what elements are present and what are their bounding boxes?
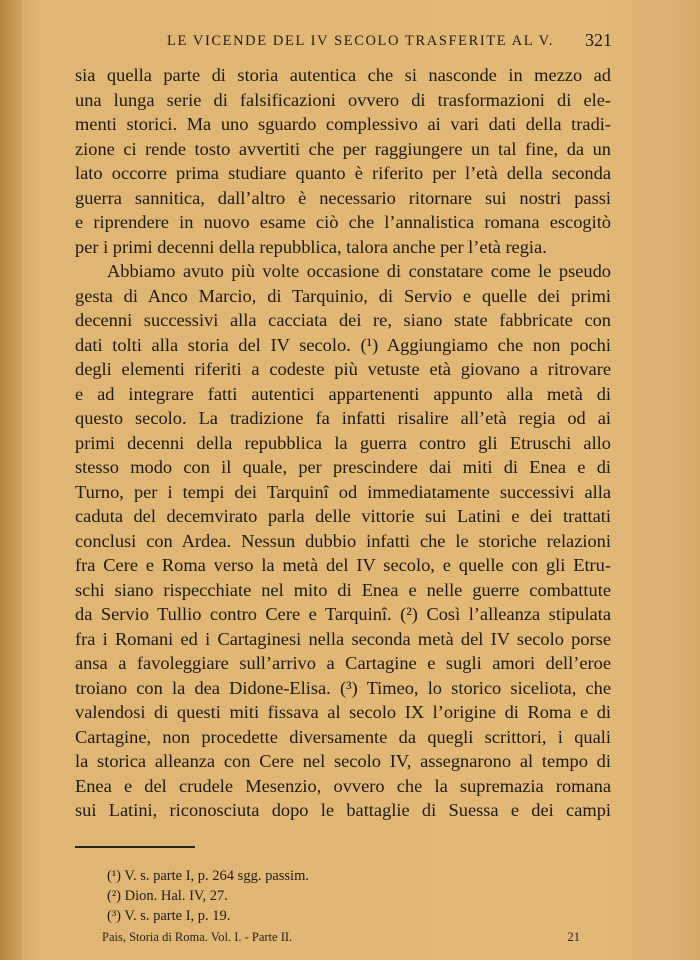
text-line: Turno, per i tempi dei Tarquinî od immediatamente successivi alla — [75, 481, 611, 502]
text-line: menti storici. Ma uno sguardo complessivo ai vari dati della tradi- — [75, 114, 611, 134]
footnote-2: (²) Dion. Hal. IV, 27. — [107, 888, 228, 904]
text-line: una lunga serie di falsificazioni ovvero di trasformazioni di ele- — [75, 89, 611, 110]
text-line: sui Latini, riconosciuta dopo le battaglie di Suessa e dei campi — [75, 800, 611, 820]
text-line: troiano con la dea Didone-Elisa. (³) Timeo, lo storico siceliota, che — [75, 677, 611, 698]
footnotes — [107, 866, 527, 926]
page-number: 321 — [585, 30, 612, 50]
text-line: fra i Romani ed i Cartaginesi nella seconda metà del IV secolo porse — [75, 628, 611, 649]
page-footer — [102, 930, 580, 950]
footnote-3: (³) V. s. parte I, p. 19. — [107, 908, 231, 924]
text-line: gesta di Anco Marcio, di Tarquinio, di Servio e quelle dei primi — [75, 285, 611, 306]
text-line: stesso modo con il quale, per prescindere dai miti di Enea e di — [75, 457, 611, 477]
footnote-1: (¹) V. s. parte I, p. 264 sgg. passim. — [107, 868, 309, 884]
text-line: questo secolo. La tradizione fa infatti risalire all’età regia od ai — [75, 408, 611, 428]
text-line: la storica alleanza con Cere nel secolo IV, assegnarono al tempo di — [75, 751, 611, 771]
text-line: guerra sannitica, dall’altro è necessario ritornare sui nostri passi — [75, 187, 611, 208]
text-line: degli elementi riferiti a codeste più vetuste età giovano a ritrovare — [75, 359, 611, 379]
page-spine-shadow — [0, 0, 22, 960]
text-line: decenni successivi alla cacciata dei re, siano state fabbricate con — [75, 310, 611, 330]
text-line: lato occorre prima studiare quanto è riferito per l’età della seconda — [75, 163, 611, 183]
text-line: ansa a favoleggiare sull’arrivo a Cartagine e sugli amori dell’eroe — [75, 653, 611, 673]
text-line: caduta del decemvirato parla delle vittorie sui Latini e dei trattati — [75, 506, 611, 526]
text-line: sia quella parte di storia autentica che si nasconde in mezzo ad — [75, 65, 611, 85]
text-line: per i primi decenni della repubblica, talora anche per l’età regia. — [75, 236, 547, 257]
footnote-divider — [75, 846, 195, 848]
text-line: valendosi di questi miti fissava al secolo IX l’origine di Roma e di — [75, 702, 611, 722]
text-line: Abbiamo avuto più volte occasione di constatare come le pseudo — [107, 261, 611, 281]
text-line: primi decenni della repubblica la guerra contro gli Etruschi allo — [75, 432, 611, 453]
text-line: schi siano rispecchiate nel mito di Enea e nelle guerre combattute — [75, 579, 611, 600]
text-line: Enea e del crudele Mesenzio, ovvero che la supremazia romana — [75, 775, 611, 796]
text-line: conclusi con Ardea. Nessun dubbio infatti che le storiche relazioni — [75, 530, 611, 551]
signature-mark: 21 — [567, 930, 580, 944]
imprint-line: Pais, Storia di Roma. Vol. I. - Parte II. — [102, 930, 293, 944]
text-line: Cartagine, non procedette diversamente da quegli scrittori, i quali — [75, 726, 611, 747]
text-line: e ad integrare fatti autentici appartenenti appunto alla metà di — [75, 383, 611, 404]
page-header — [75, 31, 615, 53]
text-line: fra Cere e Roma verso la metà del IV secolo, e quelle con gli Etru- — [75, 555, 611, 575]
running-title: LE VICENDE DEL IV SECOLO TRASFERITE AL V. — [167, 33, 555, 49]
text-line: da Servio Tullio contro Cere e Tarquinî. (²) Così l’alleanza stipulata — [75, 604, 611, 624]
text-line: zione ci rende tosto avvertiti che per raggiungere un tal fine, da un — [75, 138, 611, 159]
body-text — [75, 63, 611, 823]
text-line: dati tolti alla storia del IV secolo. (¹) Aggiungiamo che non pochi — [75, 334, 611, 355]
text-line: e riprendere in nuovo esame ciò che l’annalistica romana escogitò — [75, 212, 611, 232]
